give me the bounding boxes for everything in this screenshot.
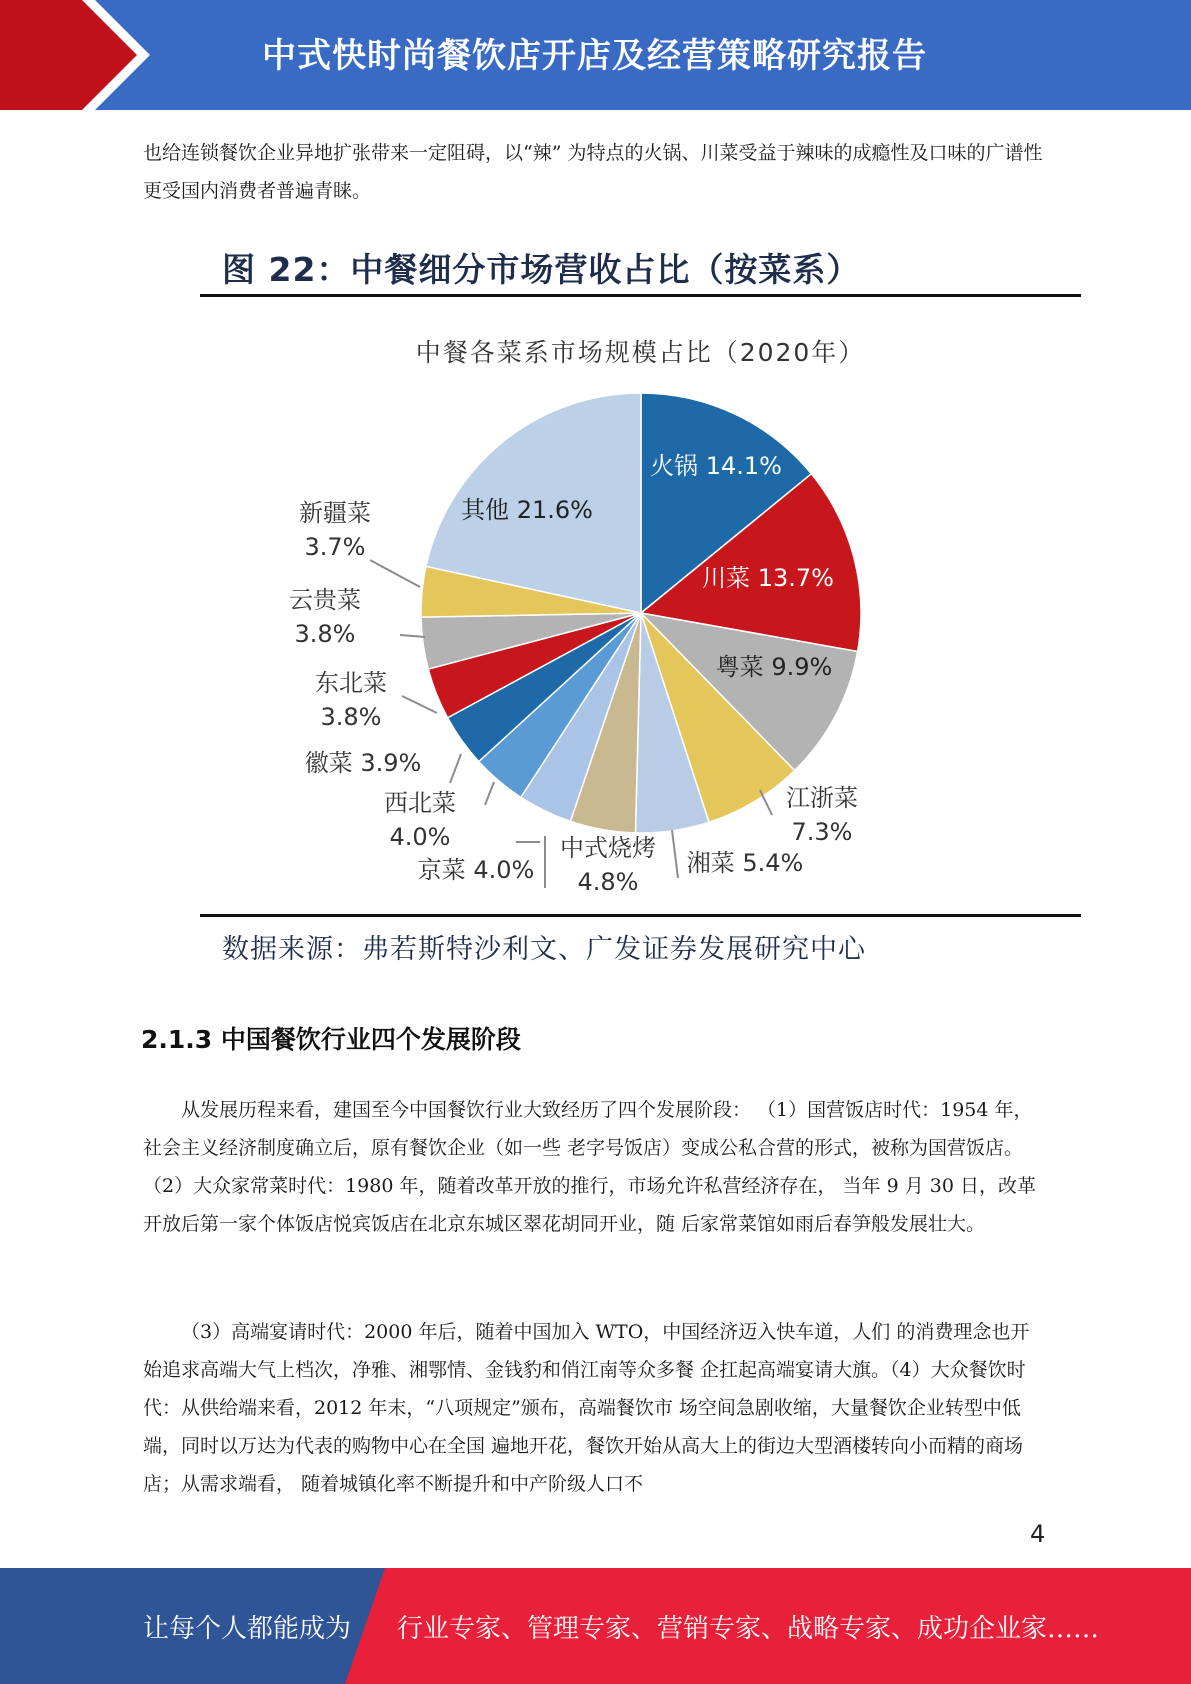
pie-label-6: 中式烧烤 4.8% [560, 834, 656, 896]
pie-leader-10 [402, 696, 437, 713]
intro-paragraph: 也给连锁餐饮企业异地扩张带来一定阻碍，以“辣” 为特点的火锅、川菜受益于辣味的成瘾性及口味的广谱性更受国内消费者普遍青睐。 [143, 142, 1043, 202]
pie-leader-8 [485, 782, 494, 805]
pie-label-5: 湘菜 5.4% [686, 849, 804, 877]
section-paragraph-2: （3）高端宴请时代：2000 年后，随着中国加入 WTO，中国经济迈入快车道，人们 的消费理念也开始追求高端大气上档次，净雅、湘鄂情、金钱豹和俏江南等众多餐 企扛起高端宴请大旗。（4）大众餐饮时代：从供给端来看，2012 年末，“八项规定”颁布，高端餐饮市 场空间急剧收缩，大量餐饮企业转型中低端，同时以万达为代表的购物中心在全国 遍地开花，餐饮开始从高大上的街边大型酒楼转向小而精的商场店；从需求端看， 随着城镇化率不断提升和中产阶级人口不 [143, 1321, 1030, 1495]
pie-leader-5 [672, 830, 678, 878]
figure-source: 数据来源：弗若斯特沙利文、广发证券发展研究中心 [222, 934, 866, 965]
chart-title: 中餐各菜系市场规模占比（2020年） [415, 338, 866, 367]
section-paragraph-1: 从发展历程来看，建国至今中国餐饮行业大致经历了四个发展阶段： （1）国营饭店时代：1954 年，社会主义经济制度确立后，原有餐饮企业（如一些 老字号饭店）变成公私合营的形式，被称为国营饭店。 （2）大众家常菜时代：1980 年，随着改革开放的推行，市场允许私营经济存在， 当年 9 月 30 日，改革开放后第一家个体饭店悦宾饭店在北京东城区翠花胡同开业，随 后家常菜馆如雨后春笋般发展壮大。 [143, 1099, 1036, 1235]
pie-leader-11 [400, 635, 425, 637]
pie-label-7: 京菜 4.0% [417, 856, 535, 884]
page-number: 4 [1030, 1520, 1046, 1548]
section-heading: 2.1.3 中国餐饮行业四个发展阶段 [141, 1025, 521, 1054]
pie-label-11: 云贵菜 3.8% [289, 586, 361, 648]
pie-label-3: 粤菜 9.9% [715, 653, 833, 681]
header-title: 中式快时尚餐饮店开店及经营策略研究报告 [262, 36, 927, 76]
pie-leader-9 [450, 754, 461, 783]
pie-label-1: 火锅 14.1% [650, 452, 782, 480]
pie-label-2: 川菜 13.7% [702, 564, 834, 592]
pie-label-8: 西北菜 4.0% [384, 789, 456, 851]
figure-title: 图 22：中餐细分市场营收占比（按菜系） [222, 250, 861, 289]
footer-slogan-right: 行业专家、管理专家、营销专家、战略专家、成功企业家…… [397, 1614, 1100, 1644]
pie-label-13: 其他 21.6% [461, 496, 593, 524]
pie-leader-12 [370, 560, 420, 587]
pie-label-9: 徽菜 3.9% [304, 749, 422, 777]
pie-label-12: 新疆菜 3.7% [299, 499, 371, 561]
footer-slogan-left: 让每个人都能成为 [143, 1614, 352, 1644]
pie-label-10: 东北菜 3.8% [315, 669, 387, 731]
pie-label-4: 江浙菜 7.3% [786, 784, 858, 846]
page-footer [0, 1568, 1191, 1684]
figure-bottom-rule [200, 914, 1081, 917]
